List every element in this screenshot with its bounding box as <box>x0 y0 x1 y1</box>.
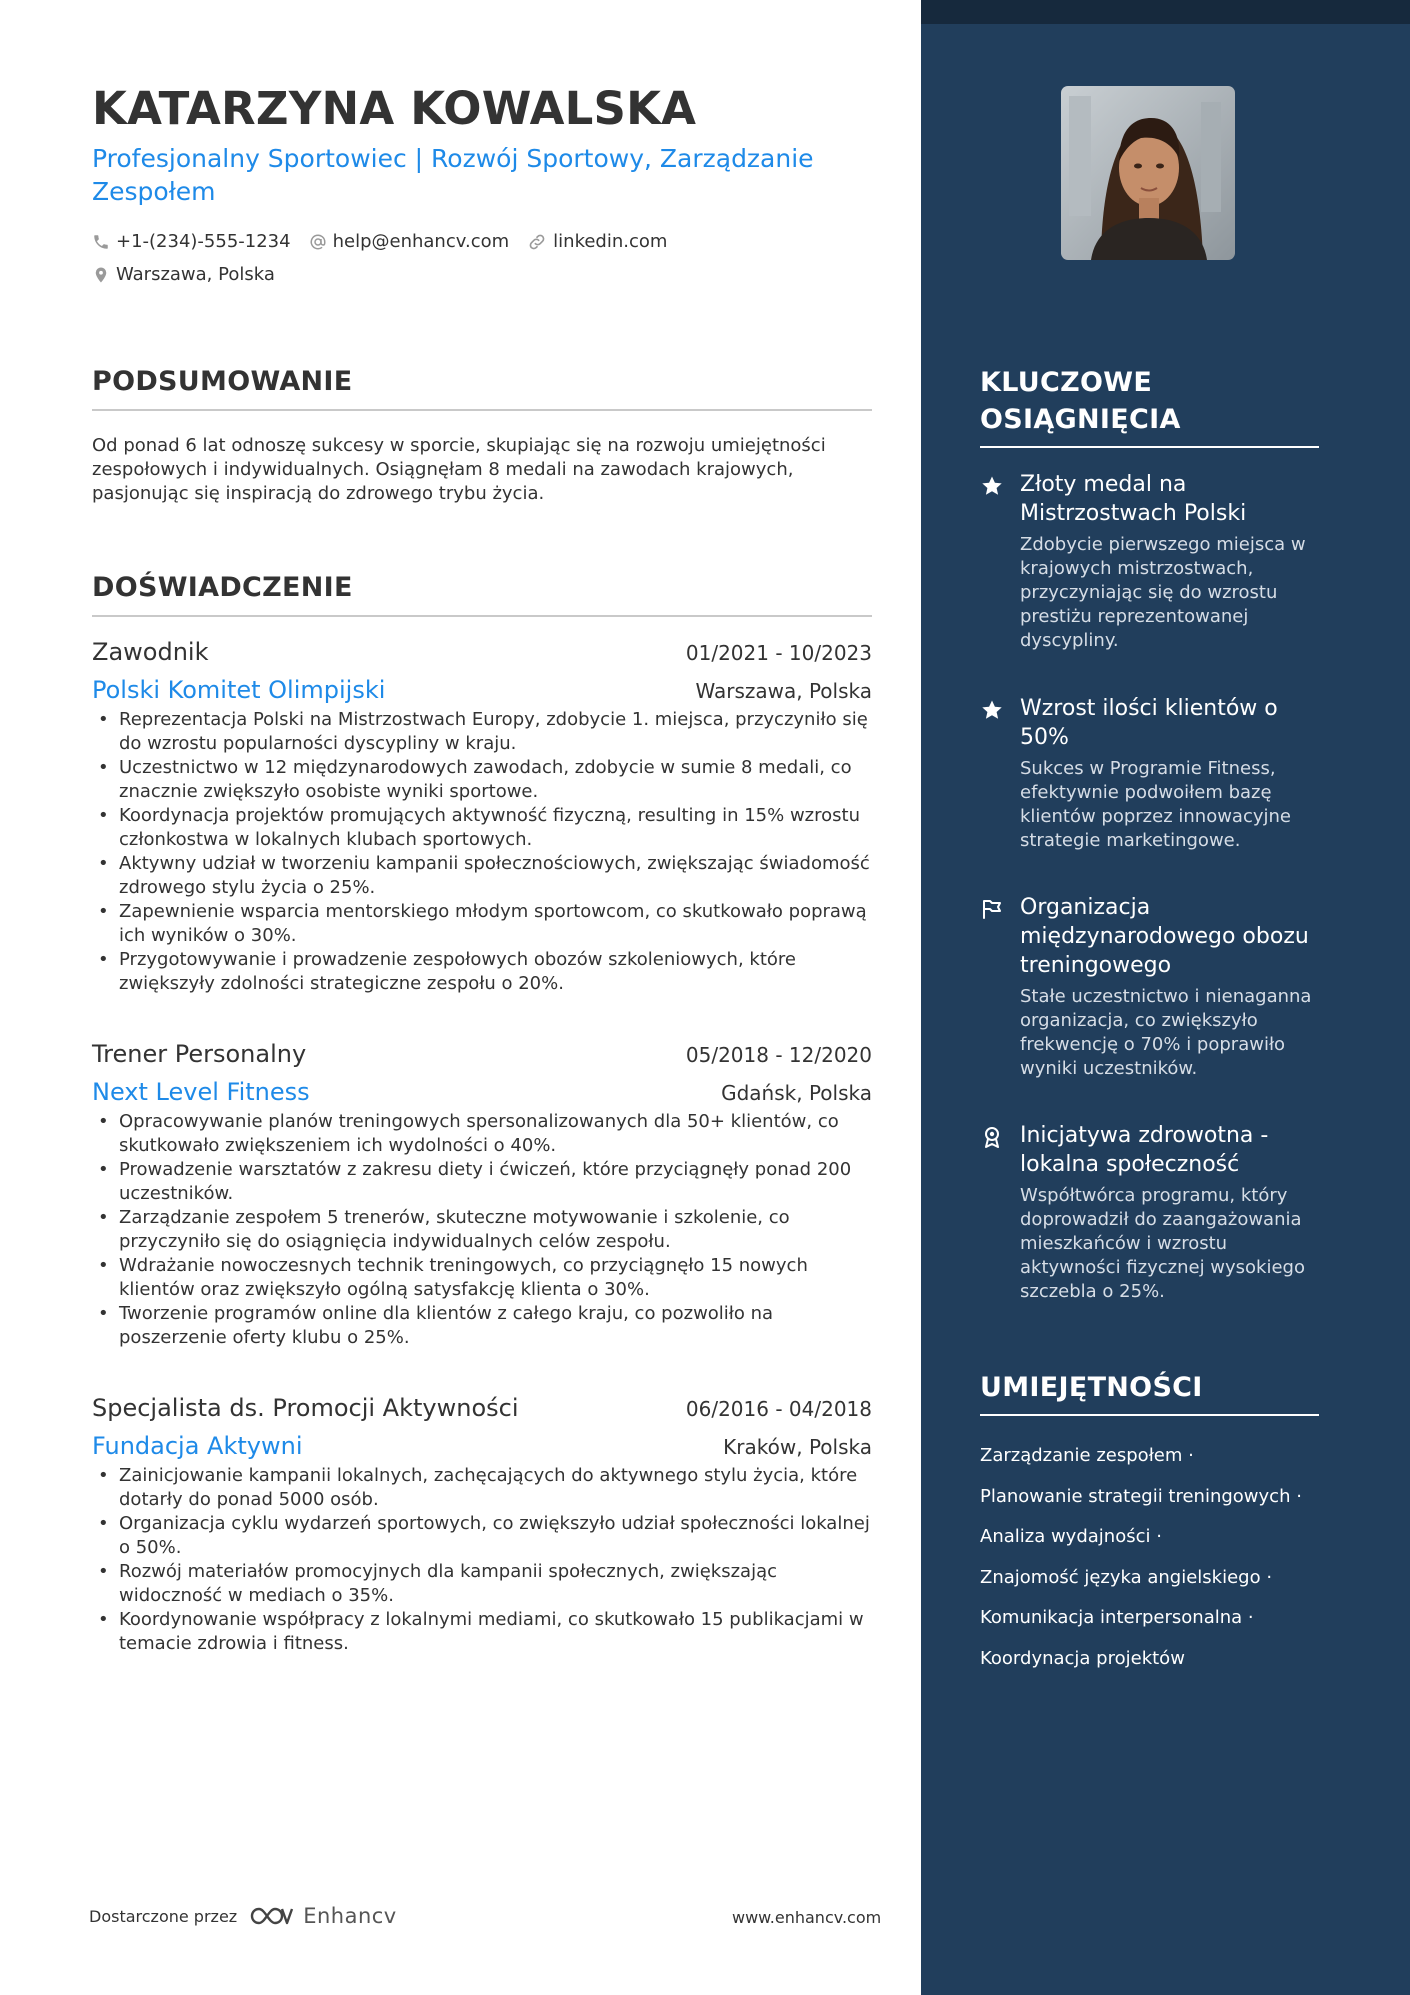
contact-linkedin[interactable] <box>527 231 667 252</box>
job-entry <box>92 638 872 996</box>
job-bullet: • Reprezentacja Polski na Mistrzostwach Europy, zdobycie 1. miejsca, przyczyniło się do wzrostu popularności dyscypliny w kraju. <box>92 708 872 756</box>
job-bullet: • Zapewnienie wsparcia mentorskiego młodym sportowcom, co skutkowało poprawą ich wyników o 30%. <box>92 900 872 948</box>
job-bullet: • Prowadzenie warsztatów z zakresu diety i ćwiczeń, które przyciągnęły ponad 200 uczestników. <box>92 1158 872 1206</box>
job-bullets <box>92 1110 872 1350</box>
summary-title: PODSUMOWANIE <box>92 366 872 411</box>
phone-icon <box>92 233 110 251</box>
powered-by-text: Dostarczone przez <box>89 1906 238 1926</box>
enhancv-logo-icon <box>249 1905 295 1927</box>
star-icon <box>980 698 1004 722</box>
skill-item: Komunikacja interpersonalna · <box>980 1607 1254 1628</box>
achievement-desc: Sukces w Programie Fitness, efektywnie podwoiłem bazę klientów poprzez innowacyjne strategie marketingowe. <box>1020 758 1291 851</box>
sidebar-top-bar <box>921 0 1410 24</box>
contact-row-2 <box>92 264 293 285</box>
award-icon <box>980 1125 1004 1149</box>
achievement-item <box>980 470 1320 653</box>
achievement-desc: Współtwórca programu, który doprowadził do zaangażowania mieszkańców i wzrostu aktywności fizycznej wysokiego szczebla o 25%. <box>1020 1185 1305 1302</box>
skill-item: Planowanie strategii treningowych · <box>980 1485 1302 1507</box>
skill-item: Znajomość języka angielskiego · <box>980 1566 1273 1588</box>
contact-phone[interactable] <box>92 231 291 252</box>
job-bullet: • Tworzenie programów online dla klientów z całego kraju, co pozwoliło na poszerzenie oferty klubu o 25%. <box>92 1302 872 1350</box>
email-text: help@enhancv.com <box>332 231 510 252</box>
location-text: Warszawa, Polska <box>116 264 275 285</box>
at-icon <box>309 233 327 251</box>
achievements-title: KLUCZOWE OSIĄGNIĘCIA <box>980 364 1319 448</box>
job-bullet: • Przygotowywanie i prowadzenie zespołowych obozów szkoleniowych, które zwiększyły zdolności strategiczne zespołu o 20%. <box>92 948 872 996</box>
job-bullet: • Rozwój materiałów promocyjnych dla kampanii społecznych, zwiększając widoczność w mediach o 35%. <box>92 1560 872 1608</box>
job-bullets <box>92 708 872 996</box>
skills-list <box>980 1436 1319 1679</box>
job-title: Specjalista ds. Promocji Aktywności <box>92 1394 519 1422</box>
job-company: Fundacja Aktywni <box>92 1432 303 1460</box>
contact-email[interactable] <box>309 231 510 252</box>
job-bullet: • Opracowywanie planów treningowych spersonalizowanych dla 50+ klientów, co skutkowało zwiększeniem ich wydolności o 40%. <box>92 1110 872 1158</box>
job-location: Warszawa, Polska <box>695 679 872 703</box>
job-bullet: • Zarządzanie zespołem 5 trenerów, skuteczne motywowanie i szkolenie, co przyczyniło się do osiągnięcia indywidualnych celów zespołu. <box>92 1206 872 1254</box>
headline: Profesjonalny Sportowiec | Rozwój Sportowy, Zarządzanie Zespołem <box>92 144 814 206</box>
achievement-desc: Zdobycie pierwszego miejsca w krajowych mistrzostwach, przyczyniając się do wzrostu prestiżu reprezentowanej dyscypliny. <box>1020 534 1306 651</box>
skill-item: Koordynacja projektów <box>980 1647 1185 1669</box>
achievement-item <box>980 694 1320 853</box>
job-bullet: • Uczestnictwo w 12 międzynarodowych zawodach, zdobycie w sumie 8 medali, co znacznie zwiększyło osobiste wyniki sportowe. <box>92 756 872 804</box>
skills-title: UMIEJĘTNOŚCI <box>980 1369 1319 1416</box>
job-dates: 01/2021 - 10/2023 <box>685 641 872 665</box>
contact-location <box>92 264 275 285</box>
contact-row-1 <box>92 231 685 252</box>
job-bullet: • Koordynacja projektów promujących aktywność fizyczną, resulting in 15% wzrostu członkostwa w lokalnych klubach sportowych. <box>92 804 872 852</box>
job-bullet: • Wdrażanie nowoczesnych technik treningowych, co przyciągnęło 15 nowych klientów oraz zwiększyło ogólną satysfakcję klienta o 30%. <box>92 1254 872 1302</box>
job-title: Trener Personalny <box>92 1040 307 1068</box>
footer-website[interactable]: www.enhancv.com <box>732 1908 882 1927</box>
job-bullet: • Koordynowanie współpracy z lokalnymi mediami, co skutkowało 15 publikacjami w temacie zdrowia i fitness. <box>92 1608 872 1656</box>
job-company: Polski Komitet Olimpijski <box>92 676 386 704</box>
location-pin-icon <box>92 265 110 285</box>
job-bullets <box>92 1464 872 1656</box>
job-bullet: • Organizacja cyklu wydarzeń sportowych, co zwiększyło udział społeczności lokalnej o 50%. <box>92 1512 872 1560</box>
job-location: Kraków, Polska <box>723 1435 872 1459</box>
achievement-title: Wzrost ilości klientów o 50% <box>1020 696 1278 750</box>
achievement-title: Inicjatywa zdrowotna - lokalna społeczność <box>1020 1123 1269 1177</box>
linkedin-text: linkedin.com <box>553 231 668 252</box>
achievement-title: Złoty medal na Mistrzostwach Polski <box>1020 472 1247 526</box>
footer-powered-by <box>89 1904 397 1928</box>
profile-photo <box>1061 86 1235 260</box>
job-location: Gdańsk, Polska <box>721 1081 872 1105</box>
job-entry <box>92 1040 872 1350</box>
profile-photo-image <box>1061 86 1235 260</box>
job-company: Next Level Fitness <box>92 1078 310 1106</box>
achievement-title: Organizacja międzynarodowego obozu treningowego <box>1020 895 1309 978</box>
job-entry <box>92 1394 872 1656</box>
achievement-item <box>980 1121 1320 1304</box>
job-dates: 05/2018 - 12/2020 <box>685 1043 872 1067</box>
job-dates: 06/2016 - 04/2018 <box>685 1397 872 1421</box>
job-bullet: • Zainicjowanie kampanii lokalnych, zachęcających do aktywnego stylu życia, które dotarły do ponad 5000 osób. <box>92 1464 872 1512</box>
job-title: Zawodnik <box>92 638 209 666</box>
phone-text: +1-(234)-555-1234 <box>116 231 291 252</box>
experience-title: DOŚWIADCZENIE <box>92 572 872 617</box>
candidate-name: KATARZYNA KOWALSKA <box>92 82 697 135</box>
achievement-desc: Stałe uczestnictwo i nienaganna organizacja, co zwiększyło frekwencję o 70% i poprawiło wyniki uczestników. <box>1020 986 1312 1079</box>
job-bullet: • Aktywny udział w tworzeniu kampanii społecznościowych, zwiększając świadomość zdrowego stylu życia o 25%. <box>92 852 872 900</box>
enhancv-brand[interactable]: Enhancv <box>303 1904 397 1928</box>
skill-item: Analiza wydajności · <box>980 1526 1162 1547</box>
skill-item: Zarządzanie zespołem · <box>980 1445 1194 1466</box>
flag-icon <box>980 897 1004 921</box>
summary-text: Od ponad 6 lat odnoszę sukcesy w sporcie, skupiając się na rozwoju umiejętności zespołowych i indywidualnych. Osiągnęłam 8 medali na zawodach krajowych, pasjonując się inspiracją do zdrowego trybu życia. <box>92 435 826 504</box>
link-icon <box>527 232 547 252</box>
achievement-item <box>980 893 1320 1081</box>
star-icon <box>980 474 1004 498</box>
